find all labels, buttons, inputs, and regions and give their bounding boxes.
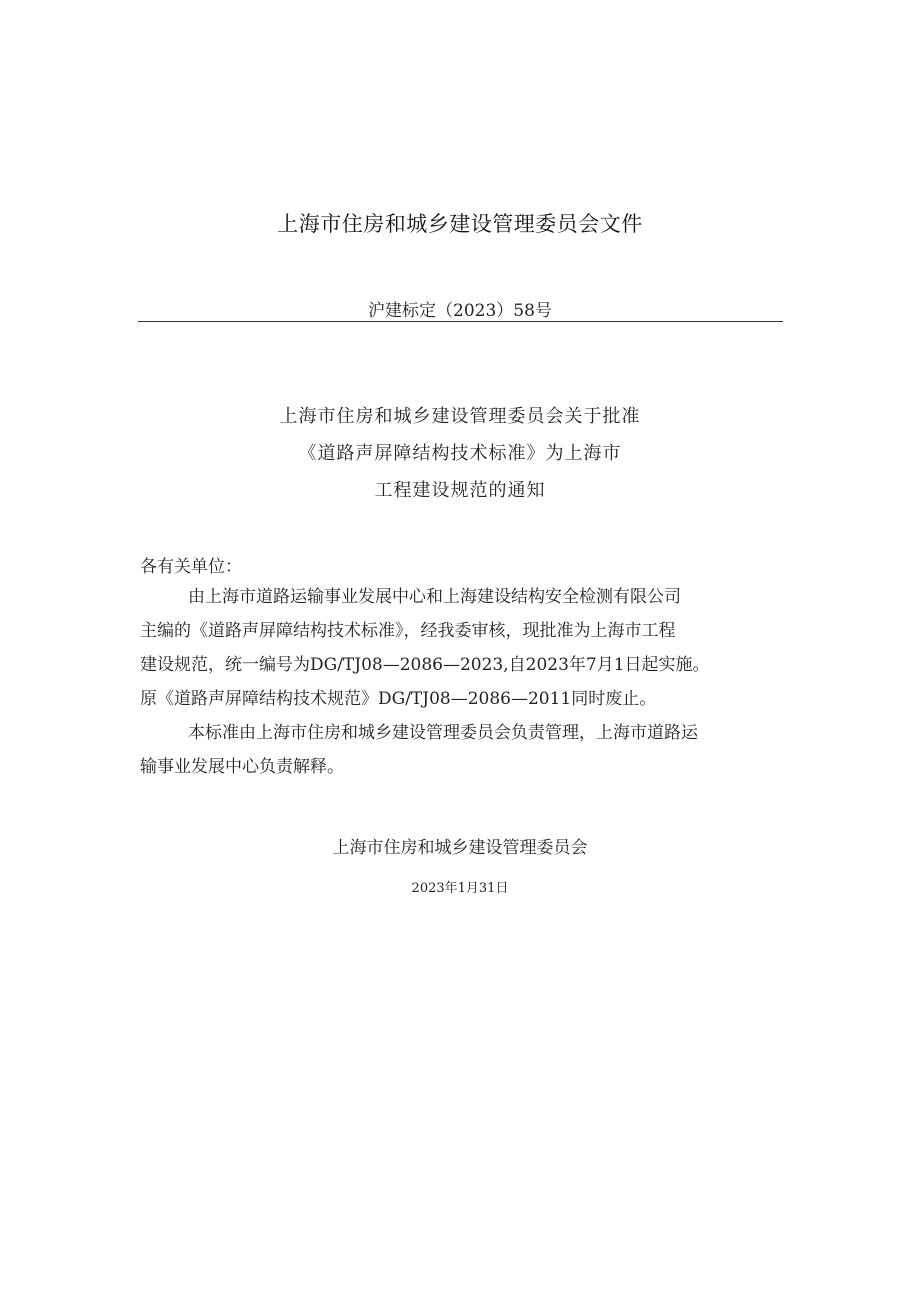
notice-title-line: 上海市住房和城乡建设管理委员会关于批准	[279, 406, 641, 427]
notice-body	[140, 580, 783, 784]
body-line: 本标准由上海市住房和城乡建设管理委员会负责管理，上海市道路运	[188, 723, 698, 743]
issuer-title: 上海市住房和城乡建设管理委员会文件	[277, 212, 643, 236]
header-divider	[138, 321, 783, 322]
notice-title-line: 工程建设规范的通知	[374, 480, 546, 501]
body-line: 建设规范，统一编号为DG/TJ08—2086—2023,自2023年7月1日起实施。	[140, 655, 710, 675]
body-line: 输事业发展中心负责解释。	[140, 757, 344, 777]
body-line: 由上海市道路运输事业发展中心和上海建设结构安全检测有限公司	[188, 587, 681, 607]
body-line: 主编的《道路声屏障结构技术标准》，经我委审核，现批准为上海市工程	[140, 621, 676, 641]
signature-organization: 上海市住房和城乡建设管理委员会	[332, 838, 588, 858]
signature-date: 2023年1月31日	[411, 881, 509, 896]
body-line: 原《道路声屏障结构技术规范》DG/TJ08—2086—2011同时废止。	[140, 689, 657, 709]
document-number: 沪建标定（2023）58号	[368, 301, 552, 321]
notice-title-line: 《道路声屏障结构技术标准》为上海市	[298, 443, 622, 464]
notice-title	[0, 398, 920, 509]
salutation: 各有关单位：	[140, 557, 242, 577]
